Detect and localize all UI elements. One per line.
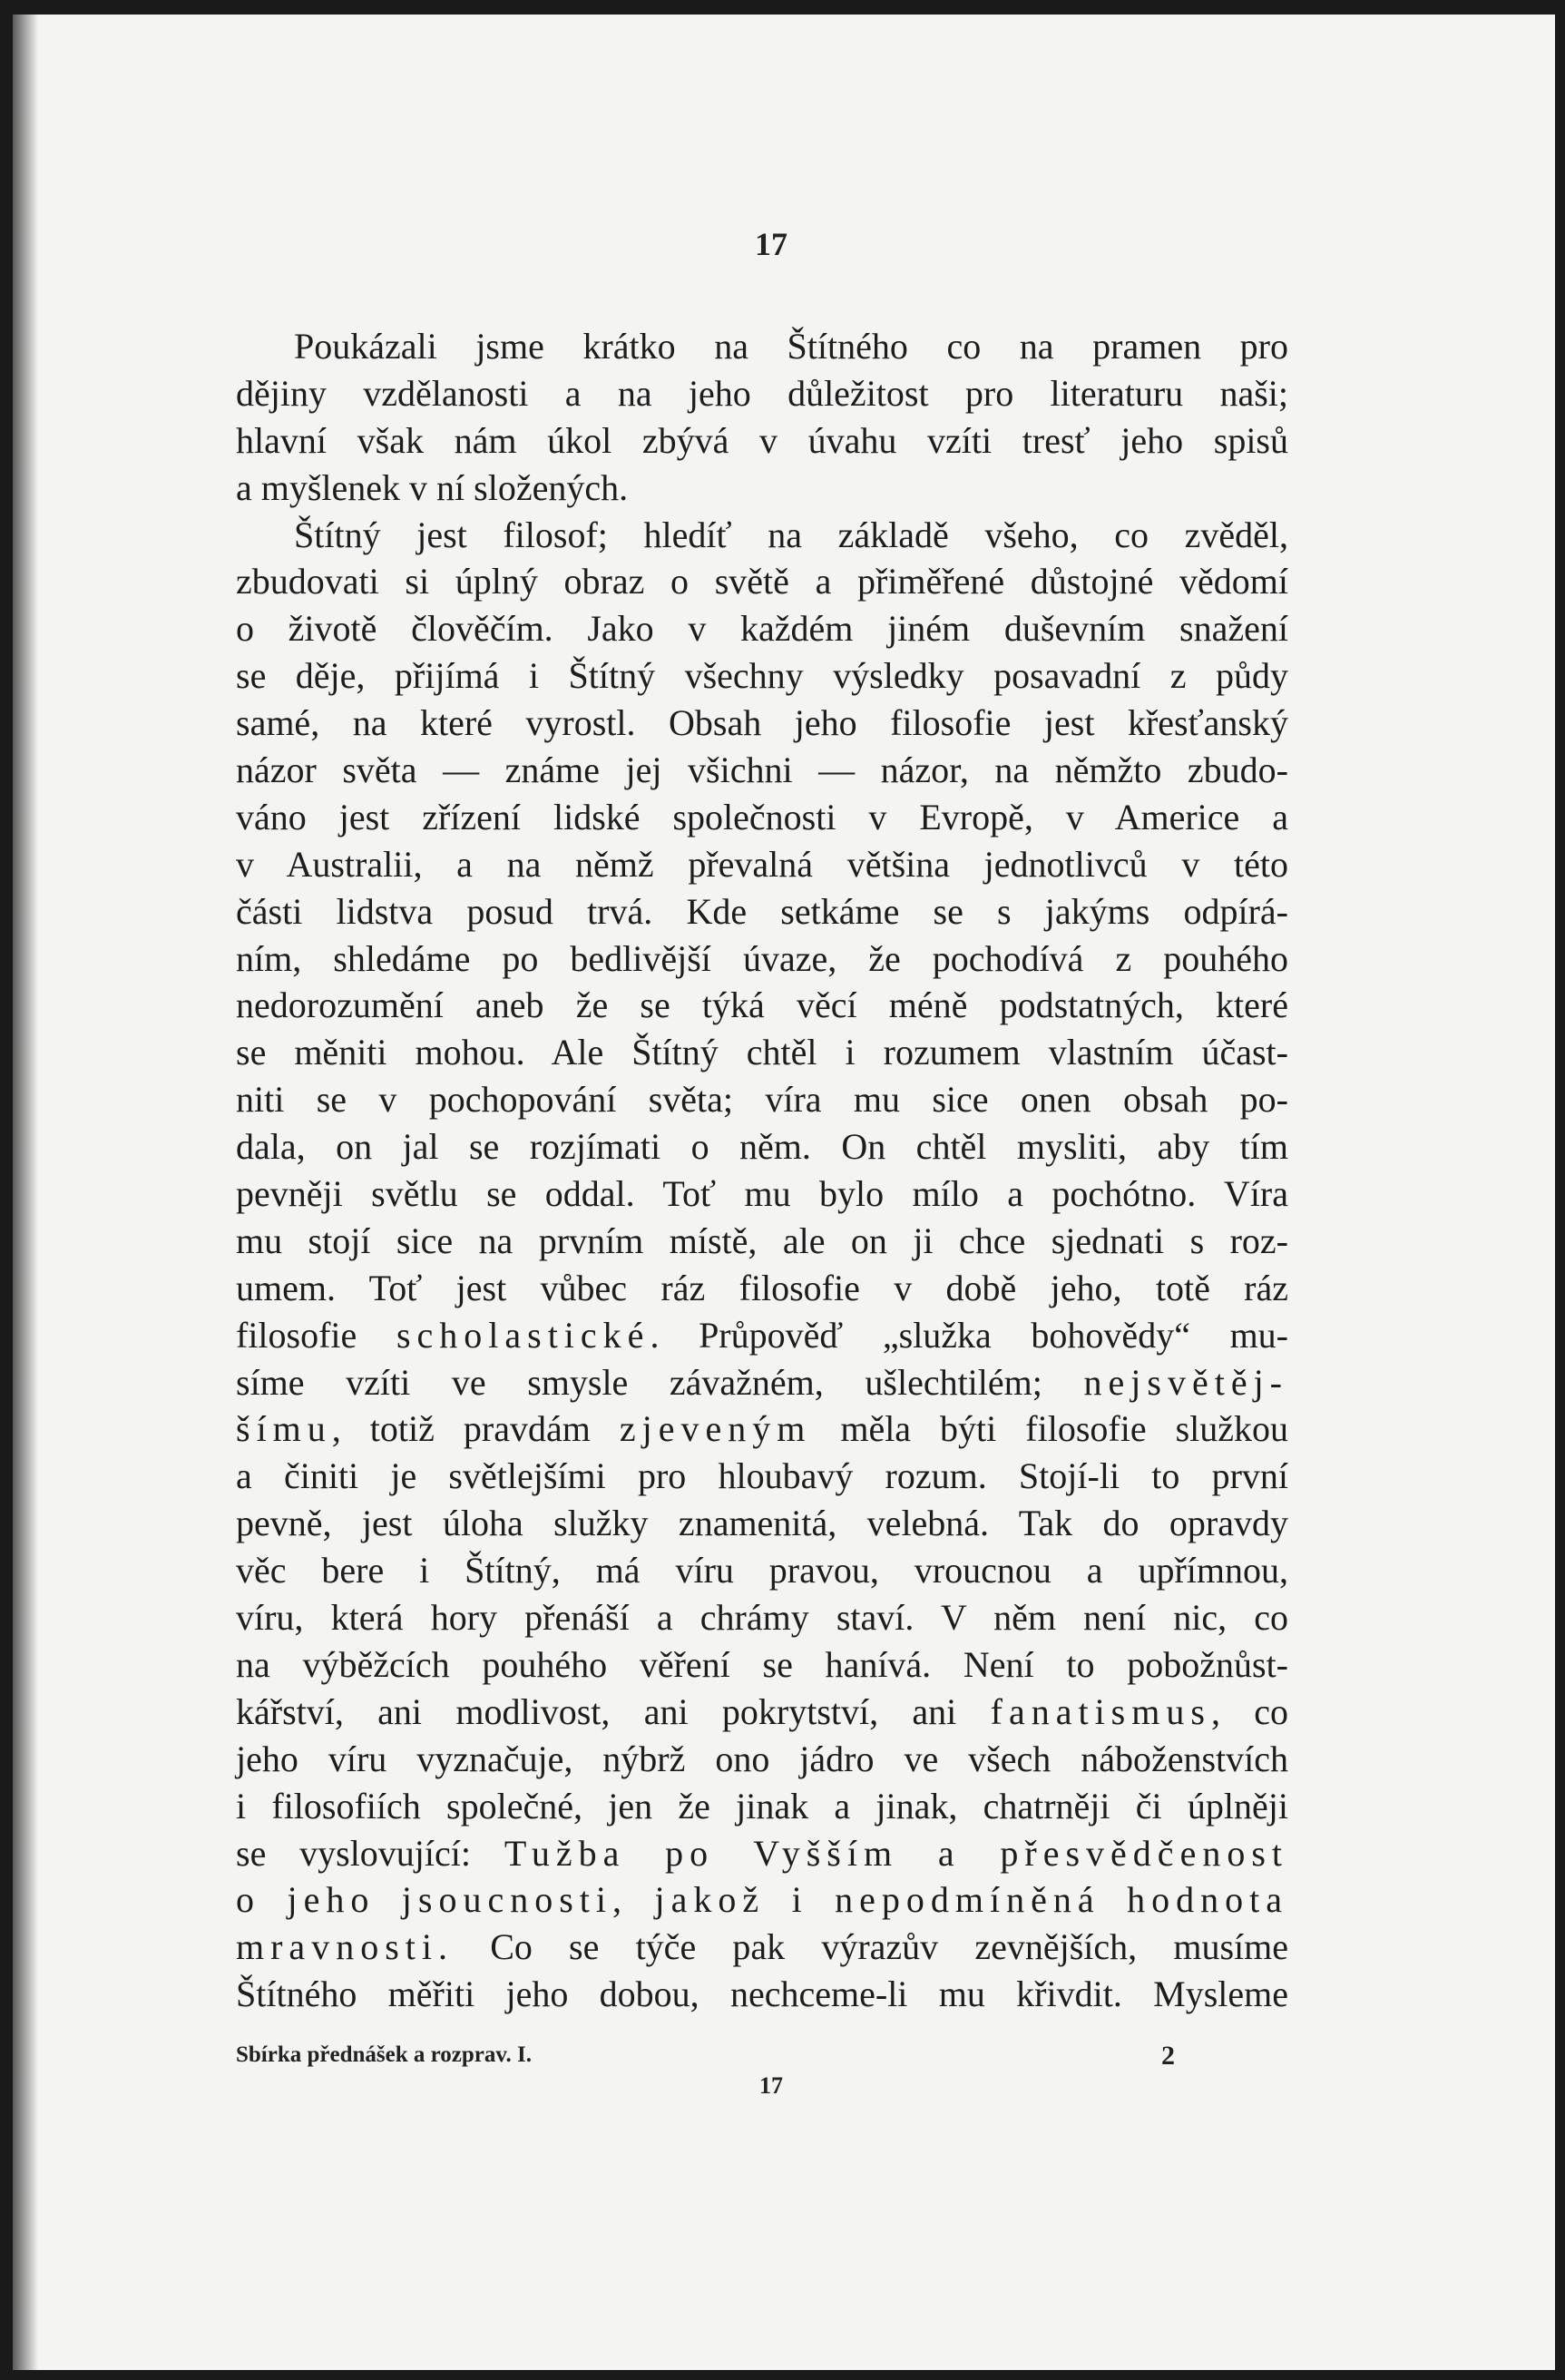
text-line: jeho víru vyznačuje, nýbrž ono jádro ve všech náboženstvích [236, 1738, 1288, 1779]
text-line: mu stojí sice na prvním místě, ale on ji chce sjednati s roz- [236, 1219, 1288, 1261]
body-text [236, 323, 1288, 2018]
signature-note: Sbírka přednášek a rozprav. I. [236, 2042, 532, 2067]
text-line: pevně, jest úloha služky znamenitá, velebná. Tak do opravdy [236, 1503, 1288, 1544]
text-line [236, 1830, 1288, 1877]
text-segment: . Průpověď „služka bohovědy“ mu- [650, 1314, 1288, 1356]
text-line: Poukázali jsme krátko na Štítného co na pramen pro [294, 326, 1288, 367]
text-line: názor světa — známe jej všichni — názor, na němžto zbudo- [236, 749, 1288, 791]
text-line: Štítného měřiti jeho dobou, nechceme-li mu křivdit. Mysleme [236, 1974, 1288, 2015]
page-number-top: 17 [755, 226, 787, 262]
text-segment: , co [1210, 1690, 1289, 1732]
emphasized-word: nejsvětěj- [1083, 1361, 1289, 1403]
text-line: i filosofiích společné, jen že jinak a jinak, chatrněji či úplněji [236, 1785, 1288, 1827]
text-line: a činiti je světlejšími pro hloubavý rozum. Stojí-li to první [236, 1455, 1288, 1497]
emphasized-word: mravnosti. [236, 1926, 454, 1968]
text-line: samé, na které vyrostl. Obsah jeho filosofie jest křesťanský [236, 702, 1288, 744]
text-line: pevněji světlu se oddal. Toť mu bylo mílo a pochótno. Víra [236, 1173, 1288, 1215]
emphasized-phrase: o jeho jsoucnosti, jakož i nepodmíněná hodnota [236, 1879, 1288, 1921]
text-line: nedorozumění aneb že se týká věcí méně podstatných, které [236, 984, 1288, 1026]
page-edge-shadow [13, 15, 38, 2370]
text-line: v Australii, a na němž převalná většina jednotlivců v této [236, 843, 1288, 885]
text-line: o životě člověčím. Jako v každém jiném duševním snažení [236, 608, 1288, 650]
text-line: a myšlenek v ní složených. [236, 466, 629, 508]
text-line: části lidstva posud trvá. Kde setkáme se s jakýms odpírá- [236, 890, 1288, 932]
emphasized-word: scholastické [396, 1314, 650, 1356]
text-line: se měniti mohou. Ale Štítný chtěl i rozumem vlastním účast- [236, 1032, 1288, 1073]
text-line [236, 1689, 1288, 1736]
text-line: niti se v pochopování světa; víra mu sice onen obsah po- [236, 1079, 1288, 1121]
sheet-number: 2 [1161, 2041, 1175, 2071]
text-line: se děje, přijímá i Štítný všechny výsledky posavadní z půdy [236, 655, 1288, 697]
text-line: hlavní však nám úkol zbývá v úvahu vzíti tresť jeho spisů [236, 419, 1288, 461]
emphasized-phrase: Tužba po Vyšším a přesvědčenost [504, 1832, 1288, 1874]
emphasized-word: zjeveným [619, 1408, 812, 1450]
text-line: věc bere i Štítný, má víru pravou, vroucnou a upřímnou, [236, 1550, 1288, 1592]
text-line: Štítný jest filosof; hledíť na základě všeho, co zvěděl, [294, 514, 1288, 555]
text-segment: síme vzíti ve smysle závažném, ušlechtilém; [236, 1361, 1042, 1403]
text-line: víru, která hory přenáší a chrámy staví. V něm není nic, co [236, 1597, 1288, 1639]
text-segment: se vyslovující: [236, 1832, 472, 1874]
emphasized-word: šímu [236, 1408, 332, 1450]
text-line [236, 1924, 1288, 1971]
emphasized-word: fanatismus [990, 1690, 1211, 1732]
text-segment: Co se týče pak výrazův zevnějších, musíme [490, 1926, 1289, 1968]
text-line: váno jest zřízení lidské společnosti v Evropě, v Americe a [236, 796, 1288, 837]
text-line: na výběžcích pouhého věření se hanívá. Není to pobožnůst- [236, 1643, 1288, 1685]
text-line: zbudovati si úplný obraz o světě a přiměřené důstojné vědomí [236, 561, 1288, 602]
text-line: dějiny vzdělanosti a na jeho důležitost pro literaturu naši; [236, 372, 1288, 414]
text-line: ním, shledáme po bedlivější úvaze, že pochodívá z pouhého [236, 937, 1288, 979]
text-line: umem. Toť jest vůbec ráz filosofie v době jeho, totě ráz [236, 1267, 1288, 1308]
text-segment: měla býti filosofie služkou [840, 1408, 1289, 1450]
text-segment: , totiž pravdám [331, 1408, 591, 1450]
text-line [236, 1405, 1288, 1453]
text-segment: kářství, ani modlivost, ani pokrytství, ani [236, 1690, 957, 1732]
text-segment: filosofie [236, 1314, 357, 1356]
page-number-bottom: 17 [759, 2072, 783, 2099]
text-line [236, 1359, 1288, 1406]
text-line: dala, on jal se rozjímati o něm. On chtěl mysliti, aby tím [236, 1126, 1288, 1168]
text-line [236, 1312, 1288, 1359]
book-page [13, 15, 1555, 2370]
